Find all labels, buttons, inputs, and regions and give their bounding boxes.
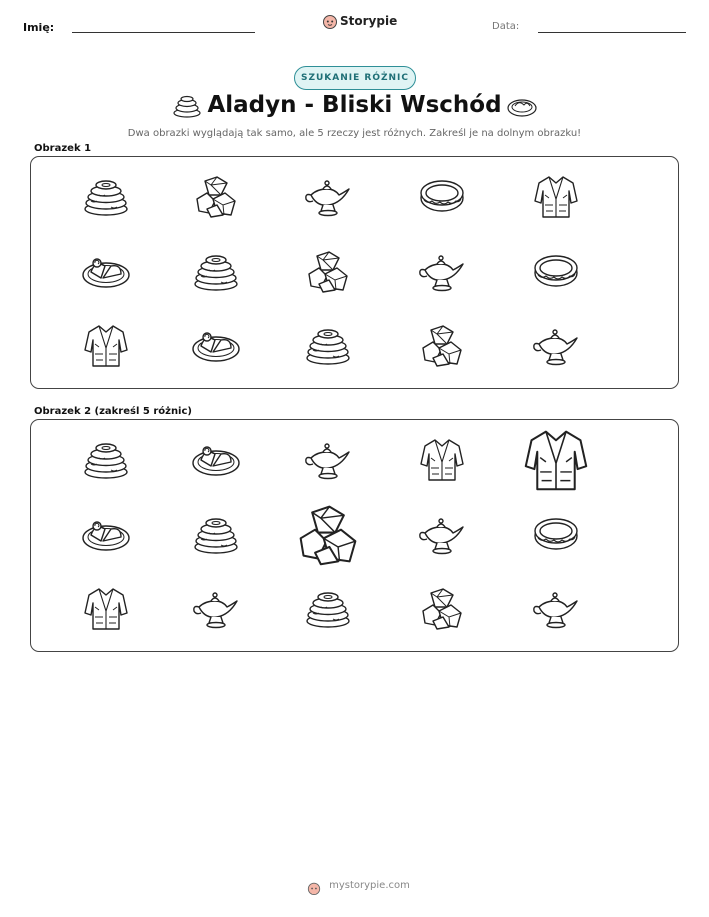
page-title: Aladyn - Bliski Wschód bbox=[207, 92, 502, 118]
plate-icon[interactable] bbox=[191, 434, 241, 484]
lamp-icon[interactable] bbox=[531, 583, 581, 633]
footer-url[interactable]: mystorypie.com bbox=[329, 880, 410, 891]
coins-icon bbox=[191, 246, 241, 296]
gems-icon[interactable] bbox=[292, 498, 364, 570]
lamp-icon[interactable] bbox=[417, 509, 467, 559]
lamp-icon[interactable] bbox=[303, 434, 353, 484]
name-label: Imię: bbox=[23, 21, 55, 34]
plate-icon bbox=[191, 320, 241, 370]
gems-icon[interactable] bbox=[417, 583, 467, 633]
plate-decoration-icon bbox=[507, 95, 537, 117]
date-label: Data: bbox=[492, 21, 520, 32]
robe-icon[interactable] bbox=[81, 583, 131, 633]
gems-icon bbox=[303, 246, 353, 296]
date-line[interactable] bbox=[538, 32, 686, 33]
robe-icon[interactable] bbox=[520, 423, 592, 495]
coins-icon[interactable] bbox=[81, 434, 131, 484]
gems-icon bbox=[417, 320, 467, 370]
storypie-logo-icon bbox=[322, 13, 338, 29]
robe-icon[interactable] bbox=[417, 434, 467, 484]
instructions: Dwa obrazki wyglądają tak samo, ale 5 rzeczy jest różnych. Zakreśl je na dolnym obrazku! bbox=[127, 128, 582, 139]
ring-icon bbox=[417, 171, 467, 221]
robe-icon bbox=[531, 171, 581, 221]
plate-icon[interactable] bbox=[81, 509, 131, 559]
lamp-icon bbox=[303, 171, 353, 221]
coins-icon[interactable] bbox=[191, 509, 241, 559]
picture-1-panel bbox=[30, 156, 679, 389]
panel-1-label: Obrazek 1 bbox=[34, 143, 92, 154]
coins-icon bbox=[81, 171, 131, 221]
ring-icon[interactable] bbox=[531, 509, 581, 559]
panel-2-label: Obrazek 2 (zakreśl 5 różnic) bbox=[34, 406, 192, 417]
name-line[interactable] bbox=[72, 32, 255, 33]
coins-icon[interactable] bbox=[303, 583, 353, 633]
ring-icon bbox=[531, 246, 581, 296]
robe-icon bbox=[81, 320, 131, 370]
plate-icon bbox=[81, 246, 131, 296]
lamp-icon[interactable] bbox=[191, 583, 241, 633]
coins-icon bbox=[303, 320, 353, 370]
lamp-icon bbox=[417, 246, 467, 296]
brand-name: Storypie bbox=[340, 14, 398, 28]
lamp-icon bbox=[531, 320, 581, 370]
activity-badge: SZUKANIE RÓŻNIC bbox=[294, 66, 416, 90]
gems-icon bbox=[191, 171, 241, 221]
picture-2-panel[interactable] bbox=[30, 419, 679, 652]
